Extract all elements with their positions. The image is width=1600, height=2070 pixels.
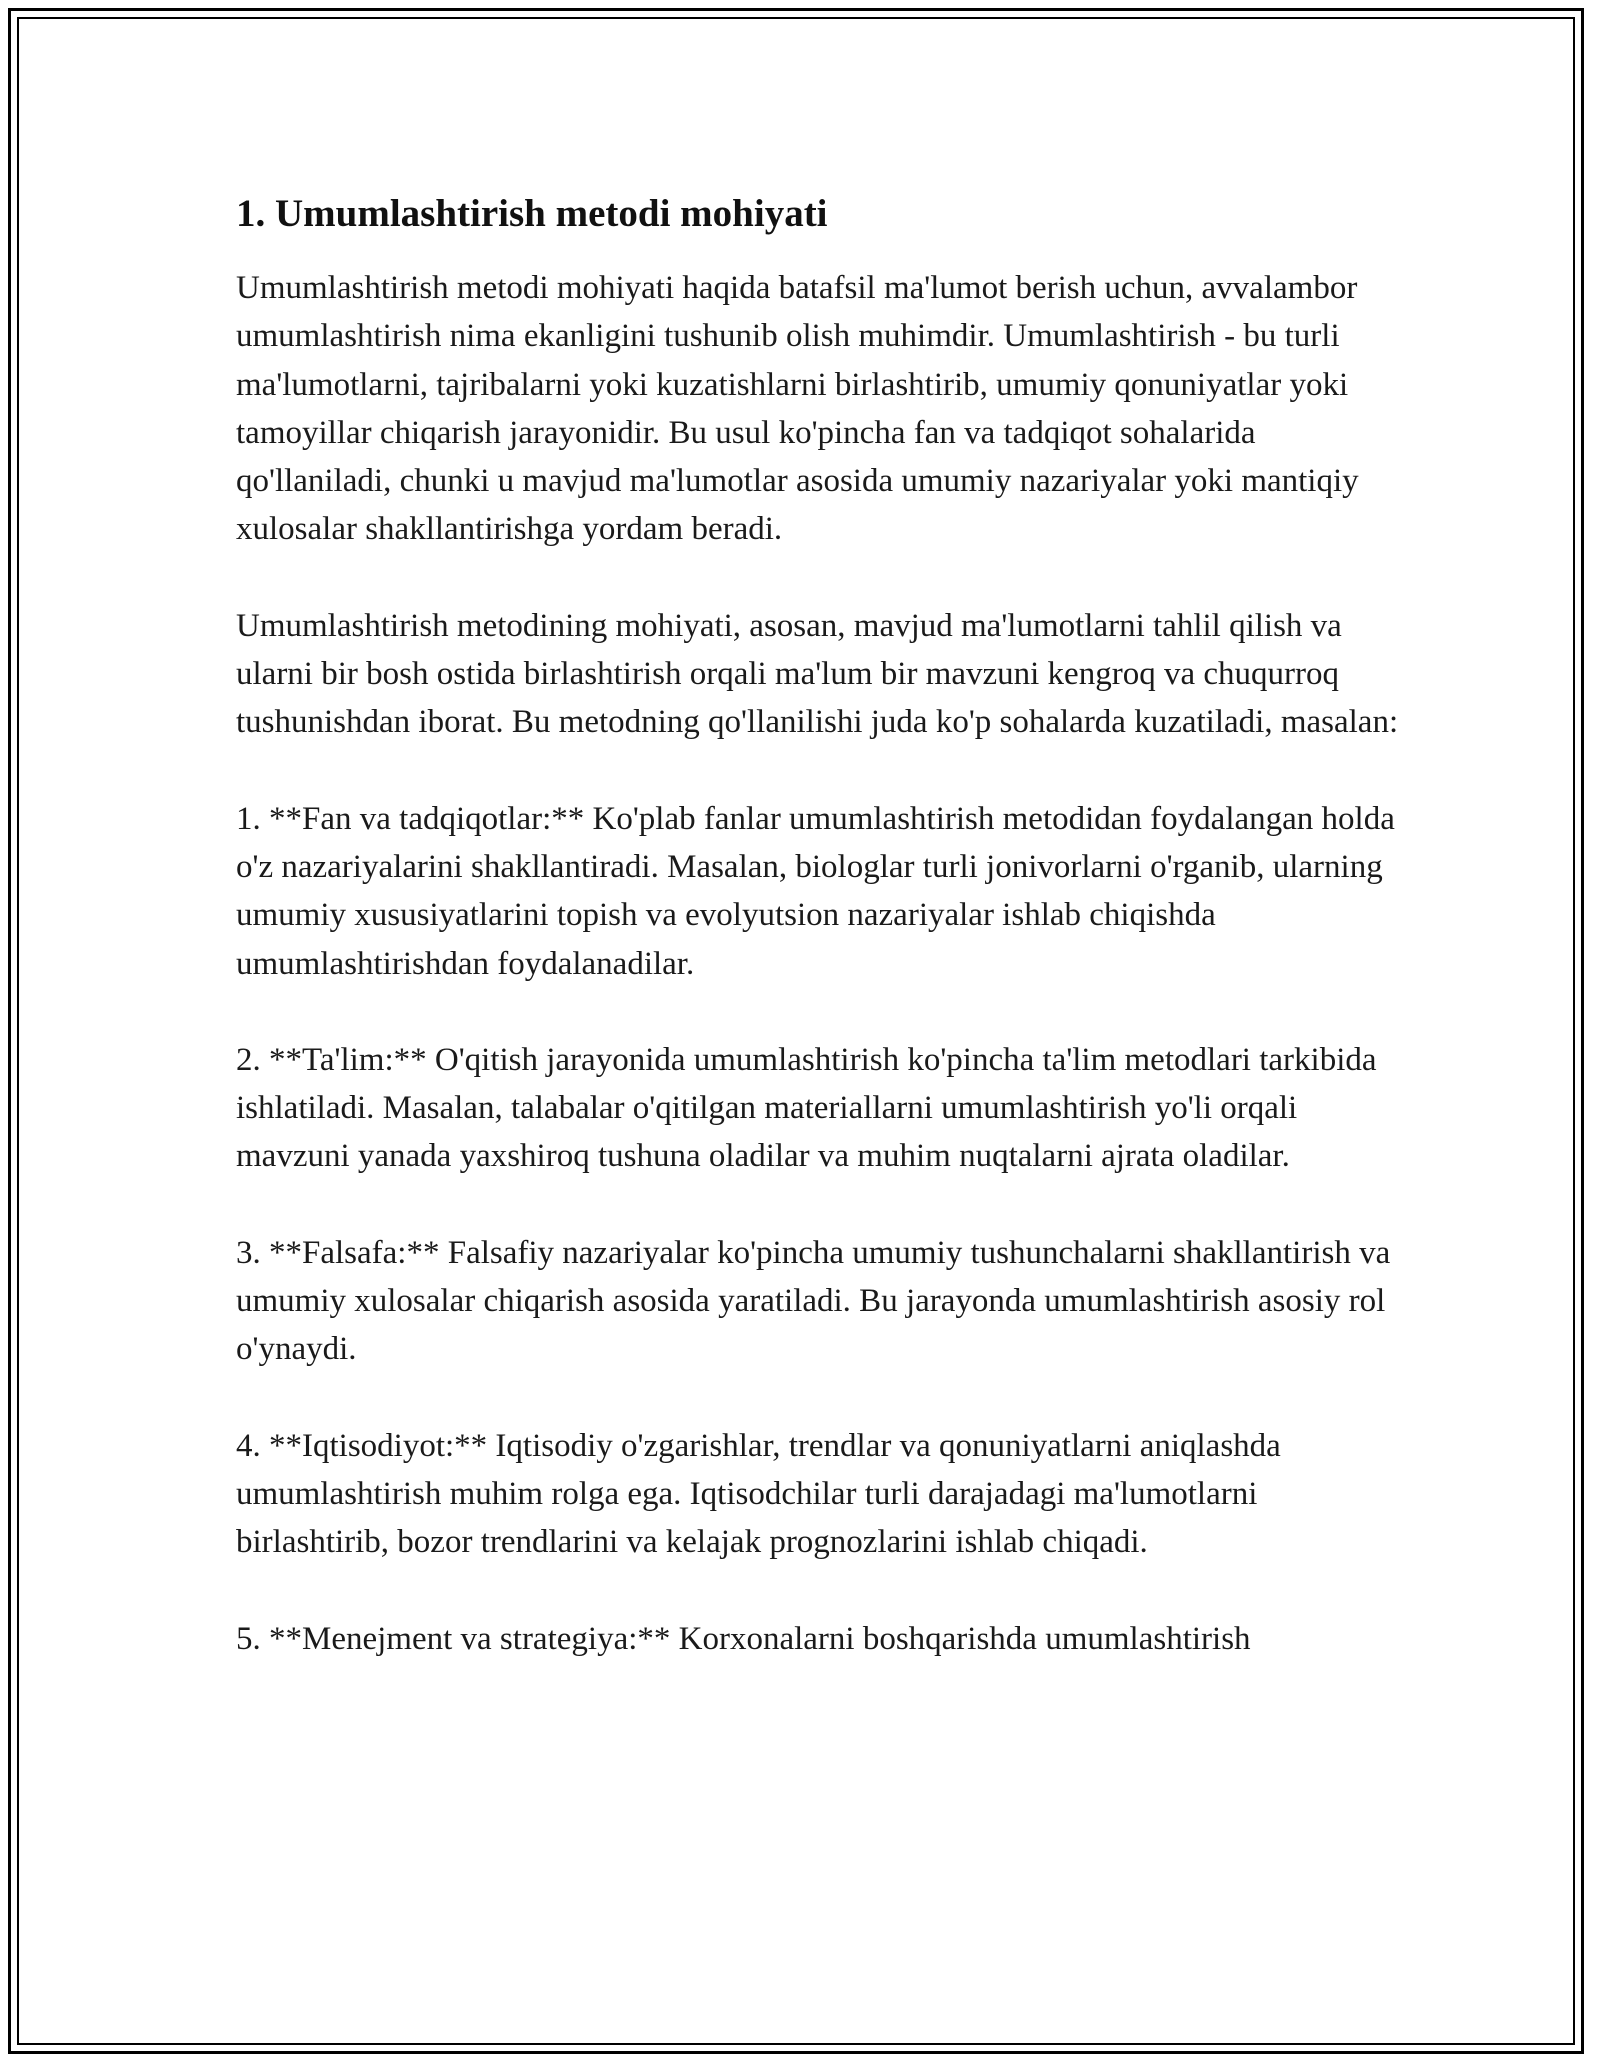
- section-title: 1. Umumlashtirish metodi mohiyati: [236, 192, 828, 235]
- list-item-economics: 4. **Iqtisodiyot:** Iqtisodiy o'zgarishlar, trendlar va qonuniyatlarni aniqlashda umumlashtirish muhim rolga ega. Iqtisodchilar turli darajadagi ma'lumotlarni birlashtirib, bozor trendlarini va kelajak prognozlarini ishlab chiqadi.: [236, 1427, 1281, 1561]
- list-item-science: 1. **Fan va tadqiqotlar:** Ko'plab fanlar umumlashtirish metodidan foydalangan holda o'z nazariyalarini shakllantiradi. Masalan, biologlar turli jonivorlarni o'rganib, ularning umumiy xususiyatlarini topish va evolyutsion nazariyalar ishlab chiqishda umumlashtirishdan foydalanadilar.: [236, 800, 1395, 982]
- paragraph-intro: Umumlashtirish metodi mohiyati haqida batafsil ma'lumot berish uchun, avvalambor umumlashtirish nima ekanligini tushunib olish muhimdir. Umumlashtirish - bu turli ma'lumotlarni, tajribalarni yoki kuzatishlarni birlashtirib, umumiy qonuniyatlar yoki tamoyillar chiqarish jarayonidir. Bu usul ko'pincha fan va tadqiqot sohalarida qo'llaniladi, chunki u mavjud ma'lumotlar asosida umumiy nazariyalar yoki mantiqiy xulosalar shakllantirishga yordam beradi.: [236, 270, 1359, 548]
- paragraph-essence: Umumlashtirish metodining mohiyati, asosan, mavjud ma'lumotlarni tahlil qilish va ularni bir bosh ostida birlashtirish orqali ma'lum bir mavzuni kengroq va chuqurroq tushunishdan iborat. Bu metodning qo'llanilishi juda ko'p sohalarda kuzatiladi, masalan:: [236, 607, 1399, 741]
- list-item-philosophy: 3. **Falsafa:** Falsafiy nazariyalar ko'pincha umumiy tushunchalarni shakllantirish va umumiy xulosalar chiqarish asosida yaratiladi. Bu jarayonda umumlashtirish asosiy rol o'ynaydi.: [236, 1234, 1391, 1368]
- list-item-management: 5. **Menejment va strategiya:** Korxonalarni boshqarishda umumlashtirish: [236, 1620, 1251, 1657]
- document-body: [236, 186, 1400, 1711]
- list-item-education: 2. **Ta'lim:** O'qitish jarayonida umumlashtirish ko'pincha ta'lim metodlari tarkibida ishlatiladi. Masalan, talabalar o'qitilgan materiallarni umumlashtirish yo'li orqali mavzuni yanada yaxshiroq tushuna oladilar va muhim nuqtalarni ajrata oladilar.: [236, 1041, 1377, 1175]
